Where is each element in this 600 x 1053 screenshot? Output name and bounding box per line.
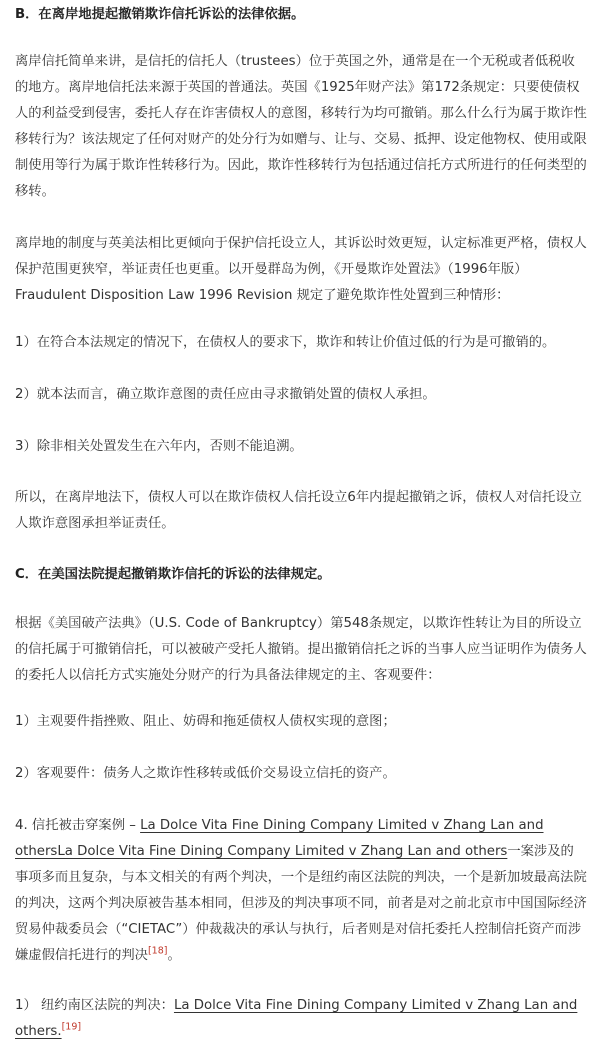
section-4-end: 。: [167, 948, 181, 963]
section-c-heading: C．在美国法院提起撤销欺诈信托的诉讼的法律规定。: [15, 567, 331, 582]
section-4-body: 一案涉及的事项多而且复杂，与本文相关的有两个判决，一个是纽约南区法院的判决，一个是新加坡最高法院的判决，这两个判决原被告基本相同，但涉及的判决事项不同，前者是对之前北京市中国国际经济贸易仲裁委员会（“CIETAC”）仲裁裁决的承认与执行，后者则是对信托委托人控制信托资产而涉嫌虚假信托进行的判决: [15, 844, 587, 963]
section-b-item-2: 2）就本法而言，确立欺诈意图的责任应由寻求撤销处置的债权人承担。: [15, 387, 436, 402]
section-b-item-3: 3）除非相关处置发生在六年内，否则不能追溯。: [15, 439, 303, 454]
subsection-1-prefix: 1） 纽约南区法院的判决：: [15, 998, 174, 1013]
section-4-case-paragraph: [15, 813, 587, 969]
case-link-la-dolce-vita[interactable]: La Dolce Vita Fine Dining Company Limited v Zhang Lan and othersLa Dolce Vita Fine Dining Company Limited v Zhang Lan and others: [15, 818, 544, 859]
section-4-prefix: 4. 信托被击穿案例 –: [15, 818, 141, 833]
section-b-item-1: 1）在符合本法规定的情况下，在债权人的要求下，欺诈和转让价值过低的行为是可撤销的。: [15, 335, 556, 350]
section-c-item-2: 2）客观要件：债务人之欺诈性移转或低价交易设立信托的资产。: [15, 766, 396, 781]
section-b-paragraph-2: 离岸地的制度与英美法相比更倾向于保护信托设立人，其诉讼时效更短，认定标准更严格，债权人保护范围更狭窄，举证责任也更重。以开曼群岛为例，《开曼欺诈处置法》（1996年版）Fraudulent Disposition Law 1996 Revision 规定了避免欺诈性处置到三种情形：: [15, 236, 587, 303]
subsection-1-paragraph: [15, 993, 587, 1045]
section-c-paragraph-1: 根据《美国破产法典》（U.S. Code of Bankruptcy）第548条规定，以欺诈性转让为目的所设立的信托属于可撤销信托，可以被破产受托人撤销。提出撤销信托之诉的当事人应当证明作为债务人的委托人以信托方式实施处分财产的行为具备法律规定的主、客观要件：: [15, 616, 587, 683]
section-b-paragraph-1: 离岸信托简单来讲，是信托的信托人（trustees）位于英国之外，通常是在一个无税或者低税收的地方。离岸地信托法来源于英国的普通法。英国《1925年财产法》第172条规定：只要使债权人的利益受到侵害，委托人存在诈害债权人的意图，移转行为均可撤销。那么什么行为属于欺诈性移转行为？该法规定了任何对财产的处分行为如赠与、让与、交易、抵押、设定他物权、使用或限制使用等行为属于欺诈性转移行为。因此，欺诈性移转行为包括通过信托方式所进行的任何类型的移转。: [15, 54, 587, 199]
footnote-19-link[interactable]: [19]: [61, 1021, 82, 1033]
section-c-item-1: 1）主观要件指挫败、阻止、妨碍和拖延债权人债权实现的意图；: [15, 714, 396, 729]
footnote-18-link[interactable]: [18]: [147, 945, 168, 957]
section-b-conclusion: 所以，在离岸地法下，债权人可以在欺诈债权人信托设立6年内提起撤销之诉，债权人对信托设立人欺诈意图承担举证责任。: [15, 490, 582, 531]
section-b-heading: B．在离岸地提起撤销欺诈信托诉讼的法律依据。: [15, 7, 305, 22]
case-link-sdny-judgment[interactable]: La Dolce Vita Fine Dining Company Limited v Zhang Lan and others.: [15, 998, 578, 1039]
